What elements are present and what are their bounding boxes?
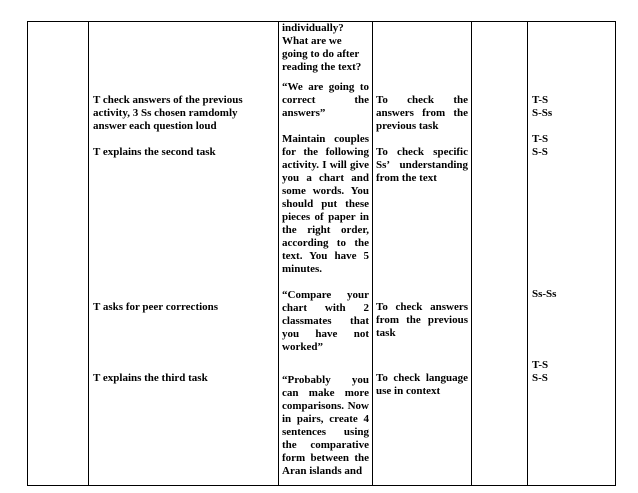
cell-stage xyxy=(28,22,89,486)
cell-procedure xyxy=(89,22,279,486)
cell-interaction xyxy=(528,22,616,486)
aim-check-previous: To check the answers from the previous task xyxy=(376,94,468,132)
language-correct-answers: “We are going to correct the answers” xyxy=(282,81,369,119)
language-compare-chart: “Compare your chart with 2 classmates that you have not worked” xyxy=(282,289,369,353)
procedure-second-task: T explains the second task xyxy=(93,146,216,158)
language-continuation: individually? What are we going to do after reading the text? xyxy=(282,22,362,73)
interaction-r4: T-S S-S xyxy=(532,359,549,384)
procedure-third-task: T explains the third task xyxy=(93,372,208,384)
procedure-peer-corrections: T asks for peer corrections xyxy=(93,301,219,313)
cell-aim xyxy=(373,22,472,486)
language-maintain-couples: Maintain couples for the following activity. I will give you a chart and some words. You should put these pieces of paper in the right order, according to the text. You have 5 minutes. xyxy=(282,133,369,275)
language-comparisons: “Probably you can make more comparisons. Now in pairs, create 4 sentences using the comparative form between the Aran islands and xyxy=(282,374,369,477)
interaction-r2: T-S S-S xyxy=(532,133,549,158)
aim-language-use: To check language use in context xyxy=(376,372,468,397)
aim-check-answers: To check answers from the previous task xyxy=(376,301,468,339)
interaction-r1: T-S S-Ss xyxy=(532,94,553,119)
interaction-r3: Ss-Ss xyxy=(532,288,557,300)
procedure-check-answers: T check answers of the previous activity, 3 Ss chosen ramdomly answer each question loud xyxy=(93,94,243,132)
aim-specific-understanding: To check specific Ss’ understanding from the text xyxy=(376,146,468,184)
cell-materials xyxy=(472,22,528,486)
table-row xyxy=(28,22,616,486)
cell-language xyxy=(279,22,373,486)
lesson-plan-table xyxy=(27,21,616,486)
